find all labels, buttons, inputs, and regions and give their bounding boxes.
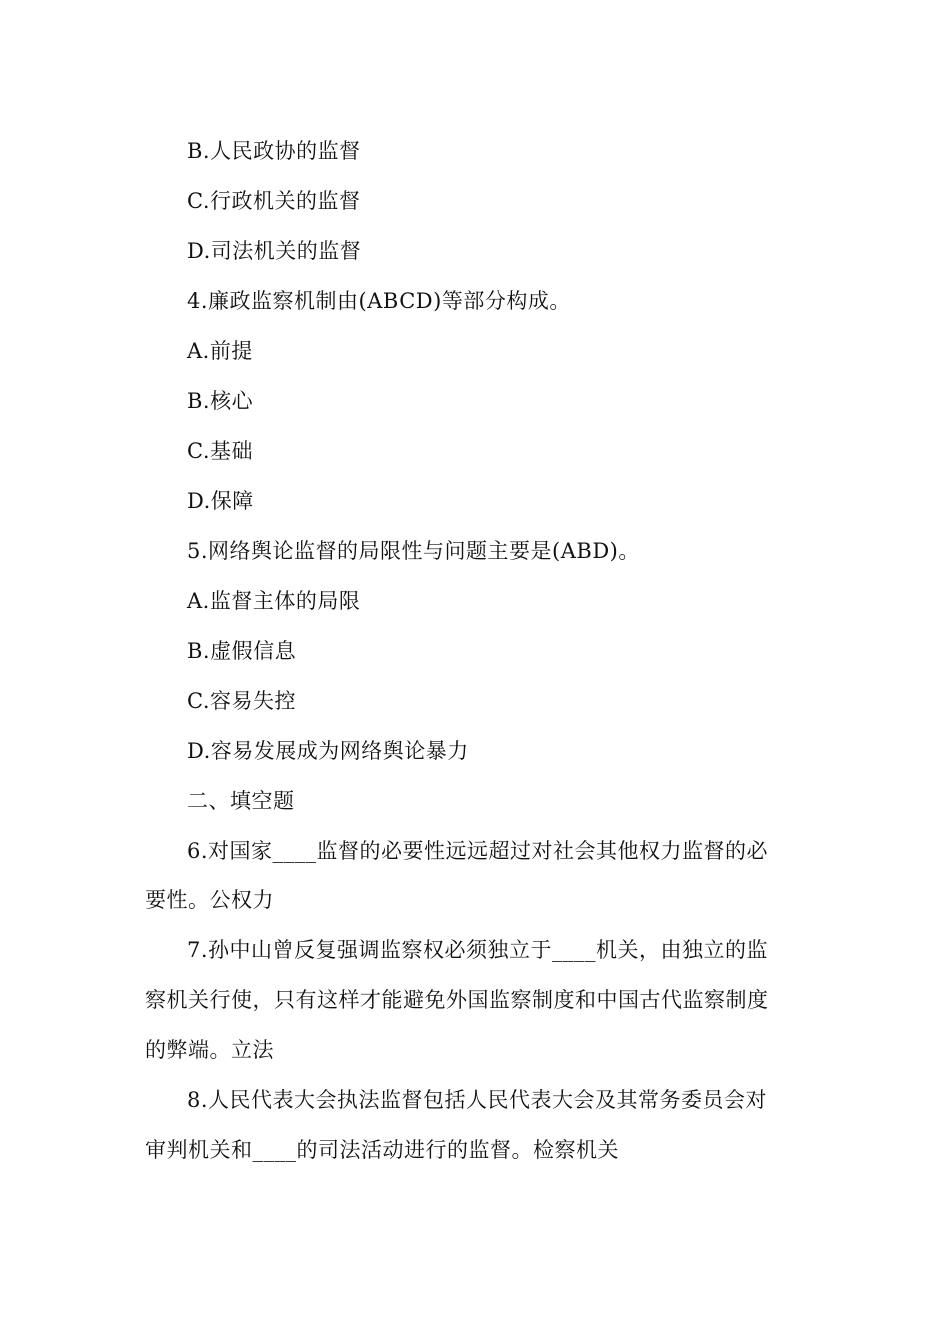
question-8-line-1: 8.人民代表大会执法监督包括人民代表大会及其常务委员会对 xyxy=(187,1088,768,1112)
question-8-line-2: 审判机关和____的司法活动进行的监督。检察机关 xyxy=(145,1138,619,1162)
question-6-line-2: 要性。公权力 xyxy=(145,888,274,912)
q4-option-c: C.基础 xyxy=(187,439,253,463)
q5-option-d: D.容易发展成为网络舆论暴力 xyxy=(187,739,469,763)
question-5: 5.网络舆论监督的局限性与问题主要是(ABD)。 xyxy=(187,539,640,563)
section-heading-fill-blank: 二、填空题 xyxy=(187,789,295,813)
q4-option-a: A.前提 xyxy=(187,339,253,363)
question-7-line-2: 察机关行使，只有这样才能避免外国监察制度和中国古代监察制度 xyxy=(145,988,769,1012)
question-4: 4.廉政监察机制由(ABCD)等部分构成。 xyxy=(187,289,571,313)
q4-option-b: B.核心 xyxy=(187,389,254,413)
question-6-line-1: 6.对国家____监督的必要性远远超过对社会其他权力监督的必 xyxy=(187,839,769,863)
q5-option-a: A.监督主体的局限 xyxy=(187,589,361,613)
option-d-judicial: D.司法机关的监督 xyxy=(187,239,362,263)
q5-option-c: C.容易失控 xyxy=(187,689,296,713)
q5-option-b: B.虚假信息 xyxy=(187,639,297,663)
q4-option-d: D.保障 xyxy=(187,489,254,513)
question-7-line-1: 7.孙中山曾反复强调监察权必须独立于____机关，由独立的监 xyxy=(187,938,769,962)
question-7-line-3: 的弊端。立法 xyxy=(145,1038,274,1062)
option-c-administrative: C.行政机关的监督 xyxy=(187,189,361,213)
option-b-cppcc: B.人民政协的监督 xyxy=(187,139,361,163)
